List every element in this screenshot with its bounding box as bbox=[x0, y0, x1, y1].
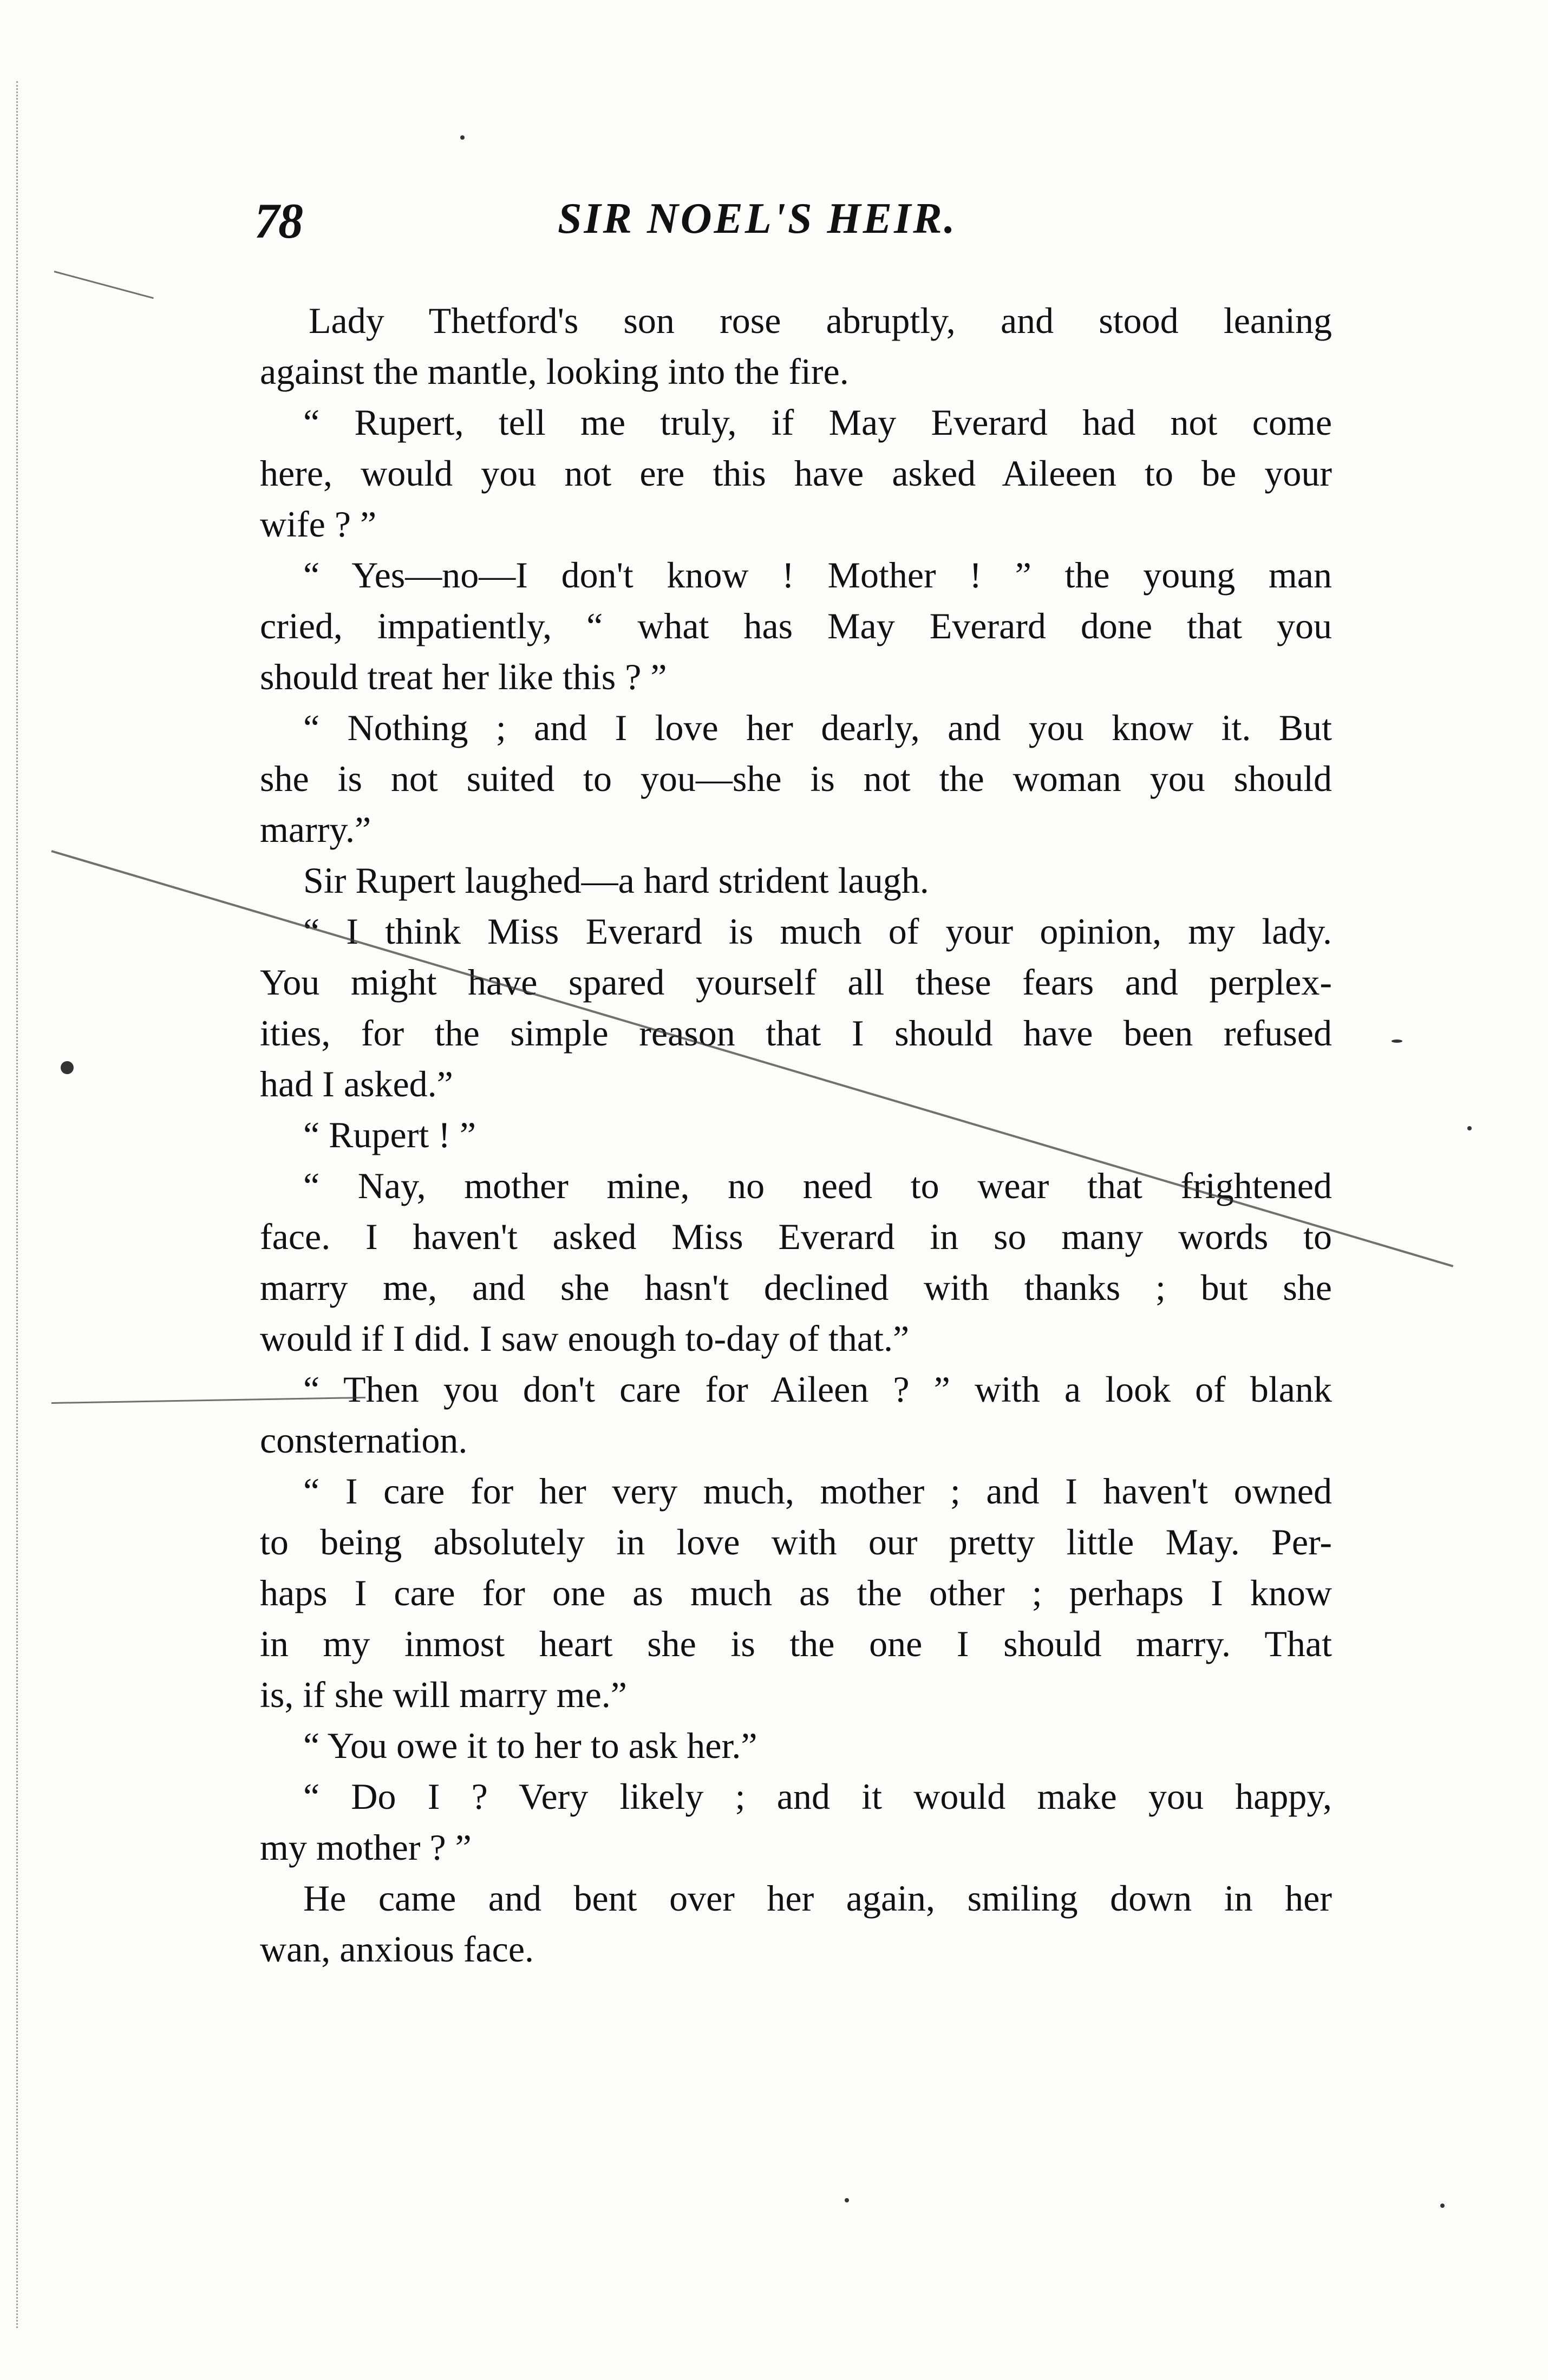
text-line: had I asked.” bbox=[260, 1063, 453, 1104]
body-text bbox=[260, 295, 1332, 1974]
text-line: my mother ? ” bbox=[260, 1827, 472, 1868]
text-line: “ Rupert, tell me truly, if May Everard had not come bbox=[303, 402, 1332, 443]
text-line: “ Nothing ; and I love her dearly, and you know it. But bbox=[303, 707, 1332, 748]
text-line: Sir Rupert laughed—a hard strident laugh. bbox=[303, 860, 929, 901]
text-line: “ Yes—no—I don't know ! Mother ! ” the young man bbox=[303, 554, 1332, 596]
text-line: “ You owe it to her to ask her.” bbox=[303, 1725, 757, 1766]
text-line: should treat her like this ? ” bbox=[260, 656, 667, 697]
scan-artifact-speck bbox=[845, 2198, 849, 2202]
scan-artifact-speck bbox=[1392, 1039, 1402, 1043]
text-line: haps I care for one as much as the other ; perhaps I know bbox=[260, 1572, 1332, 1613]
text-line: He came and bent over her again, smiling down in her bbox=[303, 1878, 1332, 1919]
scan-artifact-speck bbox=[1467, 1126, 1472, 1130]
page-header bbox=[254, 192, 1327, 257]
text-line: here, would you not ere this have asked Aileeen to be your bbox=[260, 453, 1332, 494]
text-line: she is not suited to you—she is not the woman you should bbox=[260, 758, 1332, 799]
text-line: in my inmost heart she is the one I should marry. That bbox=[260, 1623, 1332, 1664]
running-head: SIR NOEL'S HEIR. bbox=[558, 195, 957, 243]
text-line: consternation. bbox=[260, 1420, 468, 1461]
text-line: wan, anxious face. bbox=[260, 1928, 534, 1970]
text-line: to being absolutely in love with our pretty little May. Per- bbox=[260, 1521, 1332, 1562]
text-line: “ Nay, mother mine, no need to wear that frightened bbox=[303, 1165, 1332, 1206]
page-number: 78 bbox=[254, 193, 302, 249]
text-line: is, if she will marry me.” bbox=[260, 1674, 627, 1715]
text-line: You might have spared yourself all these fears and perplex- bbox=[260, 962, 1332, 1003]
text-line: “ Then you don't care for Aileen ? ” with a look of blank bbox=[303, 1369, 1332, 1410]
text-line: ities, for the simple reason that I should have been refused bbox=[260, 1012, 1332, 1054]
scan-artifact-speck bbox=[460, 135, 465, 140]
scan-artifact-speck bbox=[61, 1061, 74, 1074]
scan-artifact-speck bbox=[1440, 2204, 1445, 2208]
text-line: would if I did. I saw enough to-day of that.” bbox=[260, 1318, 910, 1359]
text-line: marry me, and she hasn't declined with thanks ; but she bbox=[260, 1267, 1332, 1308]
text-line: “ Do I ? Very likely ; and it would make you happy, bbox=[303, 1776, 1332, 1817]
text-line: wife ? ” bbox=[260, 504, 377, 545]
text-line: “ I care for her very much, mother ; and I haven't owned bbox=[303, 1470, 1332, 1512]
text-line: “ Rupert ! ” bbox=[303, 1114, 476, 1155]
text-line: “ I think Miss Everard is much of your opinion, my lady. bbox=[303, 911, 1332, 952]
text-line: against the mantle, looking into the fire. bbox=[260, 351, 849, 392]
text-line: Lady Thetford's son rose abruptly, and stood leaning bbox=[309, 300, 1332, 341]
text-line: marry.” bbox=[260, 809, 371, 850]
text-line: cried, impatiently, “ what has May Everard done that you bbox=[260, 605, 1332, 646]
text-line: face. I haven't asked Miss Everard in so many words to bbox=[260, 1216, 1332, 1257]
page-gutter-edge bbox=[16, 81, 77, 2328]
